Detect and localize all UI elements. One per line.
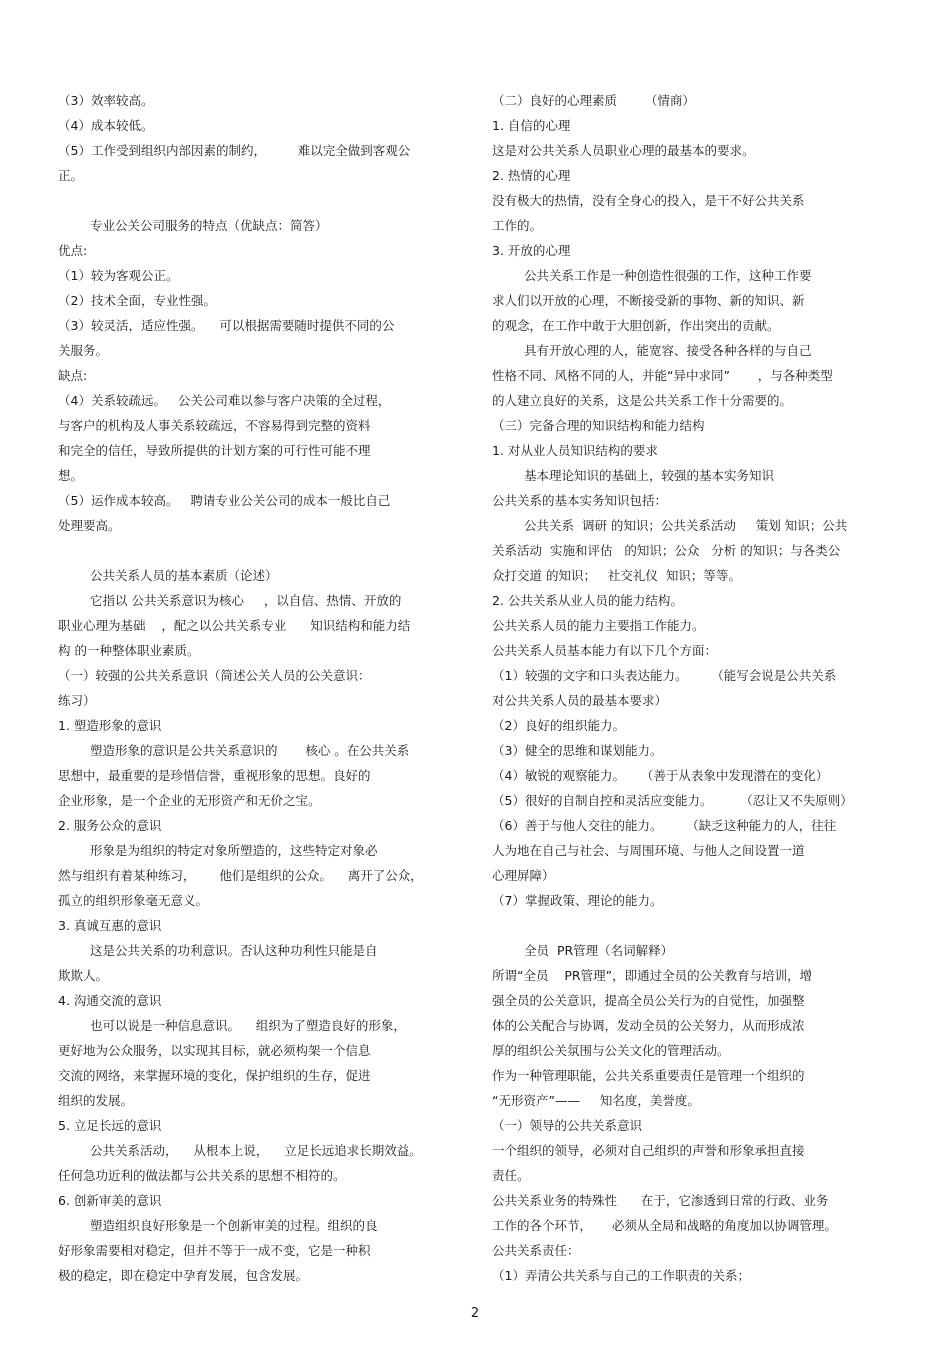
text-line: 性格不同、风格不同的人，并能“异中求同” ，与各种类型 [492, 368, 833, 383]
text-line: 3. 真诚互惠的意识 [58, 918, 162, 933]
text-line: 对公共关系人员的最基本要求） [492, 693, 668, 708]
right-column [492, 88, 892, 1288]
text-line: （3）较灵活，适应性强。 可以根据需要随时提供不同的公 [58, 318, 395, 333]
text-line: 公共关系责任： [492, 1243, 580, 1258]
text-line: 与客户的机构及人事关系较疏远，不容易得到完整的资料 [58, 418, 371, 433]
text-line: （1）较强的文字和口头表达能力。 （能写会说是公共关系 [492, 668, 837, 683]
text-line: 所谓“全员 PR管理”，即通过全员的公关教育与培训，增 [492, 968, 813, 983]
text-line: 思想中，最重要的是珍惜信誉，重视形象的思想。良好的 [58, 768, 371, 783]
text-line: 练习） [58, 693, 96, 708]
text-line: 基本理论知识的基础上，较强的基本实务知识 [524, 468, 775, 483]
text-line: （2）技术全面，专业性强。 [58, 293, 216, 308]
blank-line [58, 188, 450, 213]
text-line: （5）工作受到组织内部因素的制约， 难以完全做到客观公 [58, 143, 411, 158]
text-line: 5. 立足长远的意识 [58, 1118, 162, 1133]
text-line: 塑造形象的意识是公共关系意识的 核心 。在公共关系 [90, 743, 410, 758]
text-line: 这是对公共关系人员职业心理的最基本的要求。 [492, 143, 755, 158]
text-line: （4）敏锐的观察能力。 （善于从表象中发现潜在的变化） [492, 768, 829, 783]
left-column [58, 88, 450, 1288]
text-line: 处理要高。 [58, 518, 121, 533]
text-line: （6）善于与他人交往的能力。 （缺乏这种能力的人，往往 [492, 818, 837, 833]
page-number: 2 [470, 1306, 480, 1321]
text-line: 缺点: [58, 368, 88, 383]
text-line: 这是公共关系的功利意识。否认这种功利性只能是自 [90, 943, 378, 958]
text-line: 1. 自信的心理 [492, 118, 571, 133]
text-line: 没有极大的热情，没有全身心的投入，是干不好公共关系 [492, 193, 805, 208]
text-line: 极的稳定，即在稳定中孕育发展，包含发展。 [58, 1268, 309, 1283]
text-line: （二）良好的心理素质 （情商） [492, 93, 695, 108]
text-line: 好形象需要相对稳定，但并不等于一成不变，它是一种积 [58, 1243, 371, 1258]
text-line: 4. 沟通交流的意识 [58, 993, 162, 1008]
text-line: （5）很好的自制自控和灵活应变能力。 （忍让又不失原则） [492, 793, 853, 808]
text-line: 形象是为组织的特定对象所塑造的，这些特定对象必 [90, 843, 378, 858]
text-line: 交流的网络，来掌握环境的变化，保护组织的生存，促进 [58, 1068, 371, 1083]
text-line: 任何急功近利的做法都与公共关系的思想不相符的。 [58, 1168, 346, 1183]
text-line: 欺欺人。 [58, 968, 109, 983]
text-line: 和完全的信任，导致所提供的计划方案的可行性可能不理 [58, 443, 371, 458]
text-line: （一）较强的公共关系意识（简述公关人员的公关意识： [58, 668, 371, 683]
text-line: 众打交道 的知识； 社交礼仪 知识；等等。 [492, 568, 741, 583]
blank-line [492, 913, 892, 938]
text-line: 然与组织有着某种练习， 他们是组织的公众。 离开了公众， [58, 868, 423, 883]
text-line: 责任。 [492, 1168, 530, 1183]
text-line: 1. 对从业人员知识结构的要求 [492, 443, 658, 458]
text-line: 职业心理为基础 ，配之以公共关系专业 知识结构和能力结 [58, 618, 411, 633]
text-line: 公共关系业务的特殊性 在于，它渗透到日常的行政、业务 [492, 1193, 829, 1208]
text-line: （三）完备合理的知识结构和能力结构 [492, 418, 705, 433]
text-line: 也可以说是一种信息意识。 组织为了塑造良好的形象， [90, 1018, 406, 1033]
text-line: 公共关系工作是一种创造性很强的工作，这种工作要 [524, 268, 812, 283]
text-line: 公共关系 调研 的知识；公共关系活动 策划 知识；公共 [524, 518, 848, 533]
text-line: 一个组织的领导，必须对自己组织的声誉和形象承担直接 [492, 1143, 805, 1158]
text-line: 公共关系的基本实务知识包括： [492, 493, 668, 508]
text-line: （3）效率较高。 [58, 93, 154, 108]
text-line: 孤立的组织形象毫无意义。 [58, 893, 209, 908]
text-line: （4）成本较低。 [58, 118, 154, 133]
text-line: 3. 开放的心理 [492, 243, 571, 258]
text-line: 工作的。 [492, 218, 543, 233]
text-line: （3）健全的思维和谋划能力。 [492, 743, 663, 758]
text-line: 塑造组织良好形象是一个创新审美的过程。组织的良 [90, 1218, 378, 1233]
text-line: 优点: [58, 243, 88, 258]
text-line: 求人们以开放的心理，不断接受新的事物、新的知识、新 [492, 293, 805, 308]
text-line: 6. 创新审美的意识 [58, 1193, 162, 1208]
text-line: 2. 服务公众的意识 [58, 818, 162, 833]
text-line: 全员 PR管理（名词解释） [524, 943, 674, 958]
text-line: 2. 公共关系从业人员的能力结构。 [492, 593, 683, 608]
text-line: 公共关系人员的能力主要指工作能力。 [492, 618, 705, 633]
text-line: 的人建立良好的关系，这是公共关系工作十分需要的。 [492, 393, 793, 408]
text-line: （7）掌握政策、理论的能力。 [492, 893, 663, 908]
text-line: 公共关系人员基本能力有以下几个方面： [492, 643, 718, 658]
text-line: 专业公关公司服务的特点（优缺点：简答） [90, 218, 328, 233]
blank-line [58, 538, 450, 563]
text-line: 具有开放心理的人，能宽容、接受各种各样的与自己 [524, 343, 812, 358]
text-line: 想。 [58, 468, 84, 483]
text-line: 厚的组织公关氛围与公关文化的管理活动。 [492, 1043, 730, 1058]
text-line: 工作的各个环节， 必须从全局和战略的角度加以协调管理。 [492, 1218, 837, 1233]
text-line: 强全员的公关意识，提高全员公关行为的自觉性，加强整 [492, 993, 805, 1008]
text-line: 正。 [58, 168, 84, 183]
text-line: （2）良好的组织能力。 [492, 718, 625, 733]
text-line: 关系活动 实施和评估 的知识；公众 分析 的知识；与各类公 [492, 543, 841, 558]
text-line: 企业形象，是一个企业的无形资产和无价之宝。 [58, 793, 321, 808]
text-line: 心理屏障） [492, 868, 555, 883]
text-line: 2. 热情的心理 [492, 168, 571, 183]
text-line: 的观念，在工作中敢于大胆创新，作出突出的贡献。 [492, 318, 780, 333]
text-line: 人为地在自己与社会、与周围环境、与他人之间设置一道 [492, 843, 805, 858]
text-line: 更好地为公众服务，以实现其目标，就必须构架一个信息 [58, 1043, 371, 1058]
text-line: 公共关系活动， 从根本上说， 立足长远追求长期效益。 [90, 1143, 422, 1158]
text-line: “无形资产”—— 知名度，美誉度。 [492, 1093, 700, 1108]
text-line: 体的公关配合与协调，发动全员的公关努力，从而形成浓 [492, 1018, 805, 1033]
text-line: （5）运作成本较高。 聘请专业公关公司的成本一般比自己 [58, 493, 391, 508]
text-line: 公共关系人员的基本素质（论述） [90, 568, 278, 583]
text-line: 构 的一种整体职业素质。 [58, 643, 200, 658]
text-line: 它指以 公共关系意识为核心 ，以自信、热情、开放的 [90, 593, 402, 608]
text-line: 作为一种管理职能，公共关系重要责任是管理一个组织的 [492, 1068, 805, 1083]
text-line: （一）领导的公共关系意识 [492, 1118, 643, 1133]
text-line: 组织的发展。 [58, 1093, 134, 1108]
text-line: （1）弄清公共关系与自己的工作职责的关系； [492, 1268, 750, 1283]
text-line: （1）较为客观公正。 [58, 268, 179, 283]
text-line: 关服务。 [58, 343, 109, 358]
text-line: （4）关系较疏远。 公关公司难以参与客户决策的全过程， [58, 393, 391, 408]
text-line: 1. 塑造形象的意识 [58, 718, 162, 733]
